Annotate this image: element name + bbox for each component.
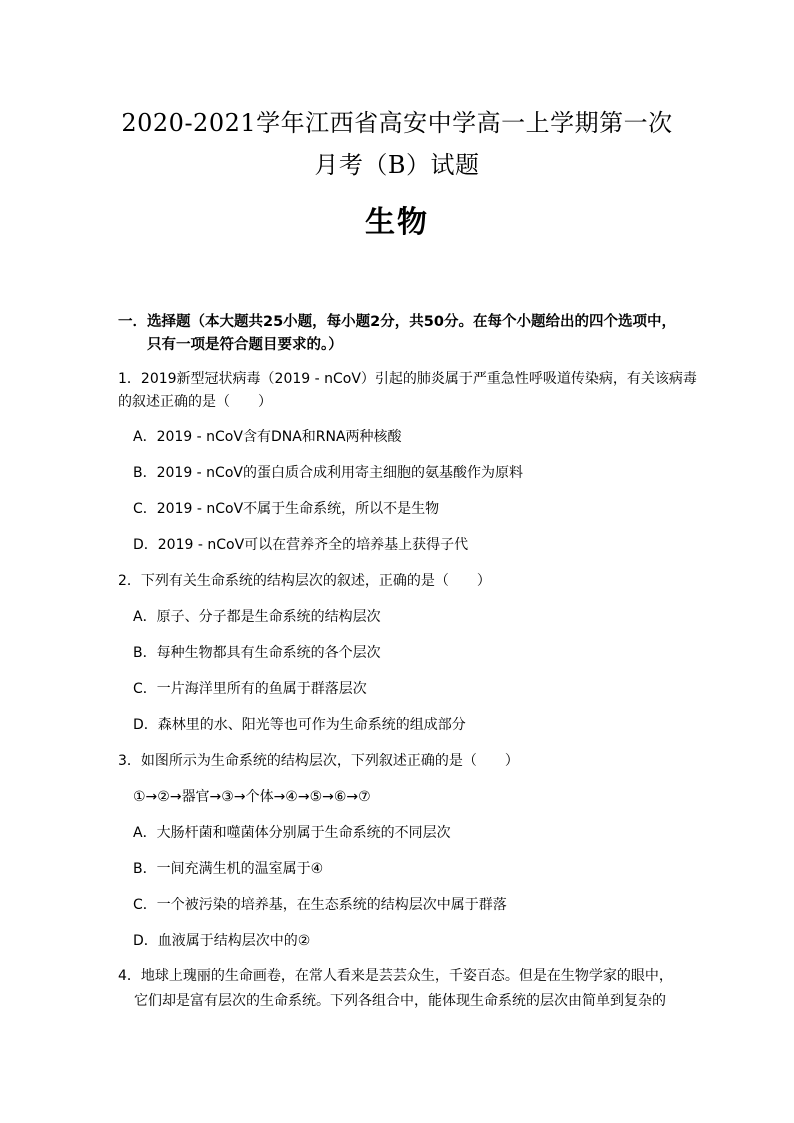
question-2-stem: 2．下列有关生命系统的结构层次的叙述，正确的是（ ） xyxy=(118,573,491,589)
document-title-line-1: 2020-2021学年江西省高安中学高一上学期第一次 xyxy=(121,109,673,137)
question-1-stem-line-2: 的叙述正确的是（ ） xyxy=(118,394,272,410)
question-2-option-c: C．一片海洋里所有的鱼属于群落层次 xyxy=(133,681,367,697)
question-3-option-d: D．血液属于结构层次中的② xyxy=(133,933,311,949)
question-1-option-d: D．2019 - nCoV可以在营养齐全的培养基上获得子代 xyxy=(133,537,469,553)
subject-heading: 生物 xyxy=(365,205,429,240)
question-1-option-b: B．2019 - nCoV的蛋白质合成利用寄主细胞的氨基酸作为原料 xyxy=(133,465,523,481)
question-4-stem-line-2: 它们却是富有层次的生命系统。下列各组合中，能体现生命系统的层次由简单到复杂的 xyxy=(134,993,666,1009)
question-1-option-a: A．2019 - nCoV含有DNA和RNA两种核酸 xyxy=(133,429,402,445)
question-2-option-b: B．每种生物都具有生命系统的各个层次 xyxy=(133,645,381,661)
section-heading-line-1: 一．选择题（本大题共25小题，每小题2分，共50分。在每个小题给出的四个选项中， xyxy=(118,314,676,330)
question-3-option-a: A．大肠杆菌和噬菌体分别属于生命系统的不同层次 xyxy=(133,825,451,841)
question-3-stem: 3．如图所示为生命系统的结构层次，下列叙述正确的是（ ） xyxy=(118,753,519,769)
question-3-option-c: C．一个被污染的培养基，在生态系统的结构层次中属于群落 xyxy=(133,897,507,913)
question-1-option-c: C．2019 - nCoV不属于生命系统，所以不是生物 xyxy=(133,501,440,517)
question-2-option-d: D．森林里的水、阳光等也可作为生命系统的组成部分 xyxy=(133,717,466,733)
question-1-stem-line-1: 1．2019新型冠状病毒（2019 - nCoV）引起的肺炎属于严重急性呼吸道传染病，有关该病毒 xyxy=(118,371,697,387)
question-3-figure-chain: ①→②→器官→③→个体→④→⑤→⑥→⑦ xyxy=(133,789,371,805)
document-title-line-2: 月考（B）试题 xyxy=(314,151,480,179)
question-4-stem-line-1: 4．地球上瑰丽的生命画卷，在常人看来是芸芸众生，千姿百态。但是在生物学家的眼中， xyxy=(118,968,673,984)
question-2-option-a: A．原子、分子都是生命系统的结构层次 xyxy=(133,609,381,625)
section-heading-line-2: 只有一项是符合题目要求的。） xyxy=(147,337,343,353)
question-3-option-b: B．一间充满生机的温室属于④ xyxy=(133,861,324,877)
